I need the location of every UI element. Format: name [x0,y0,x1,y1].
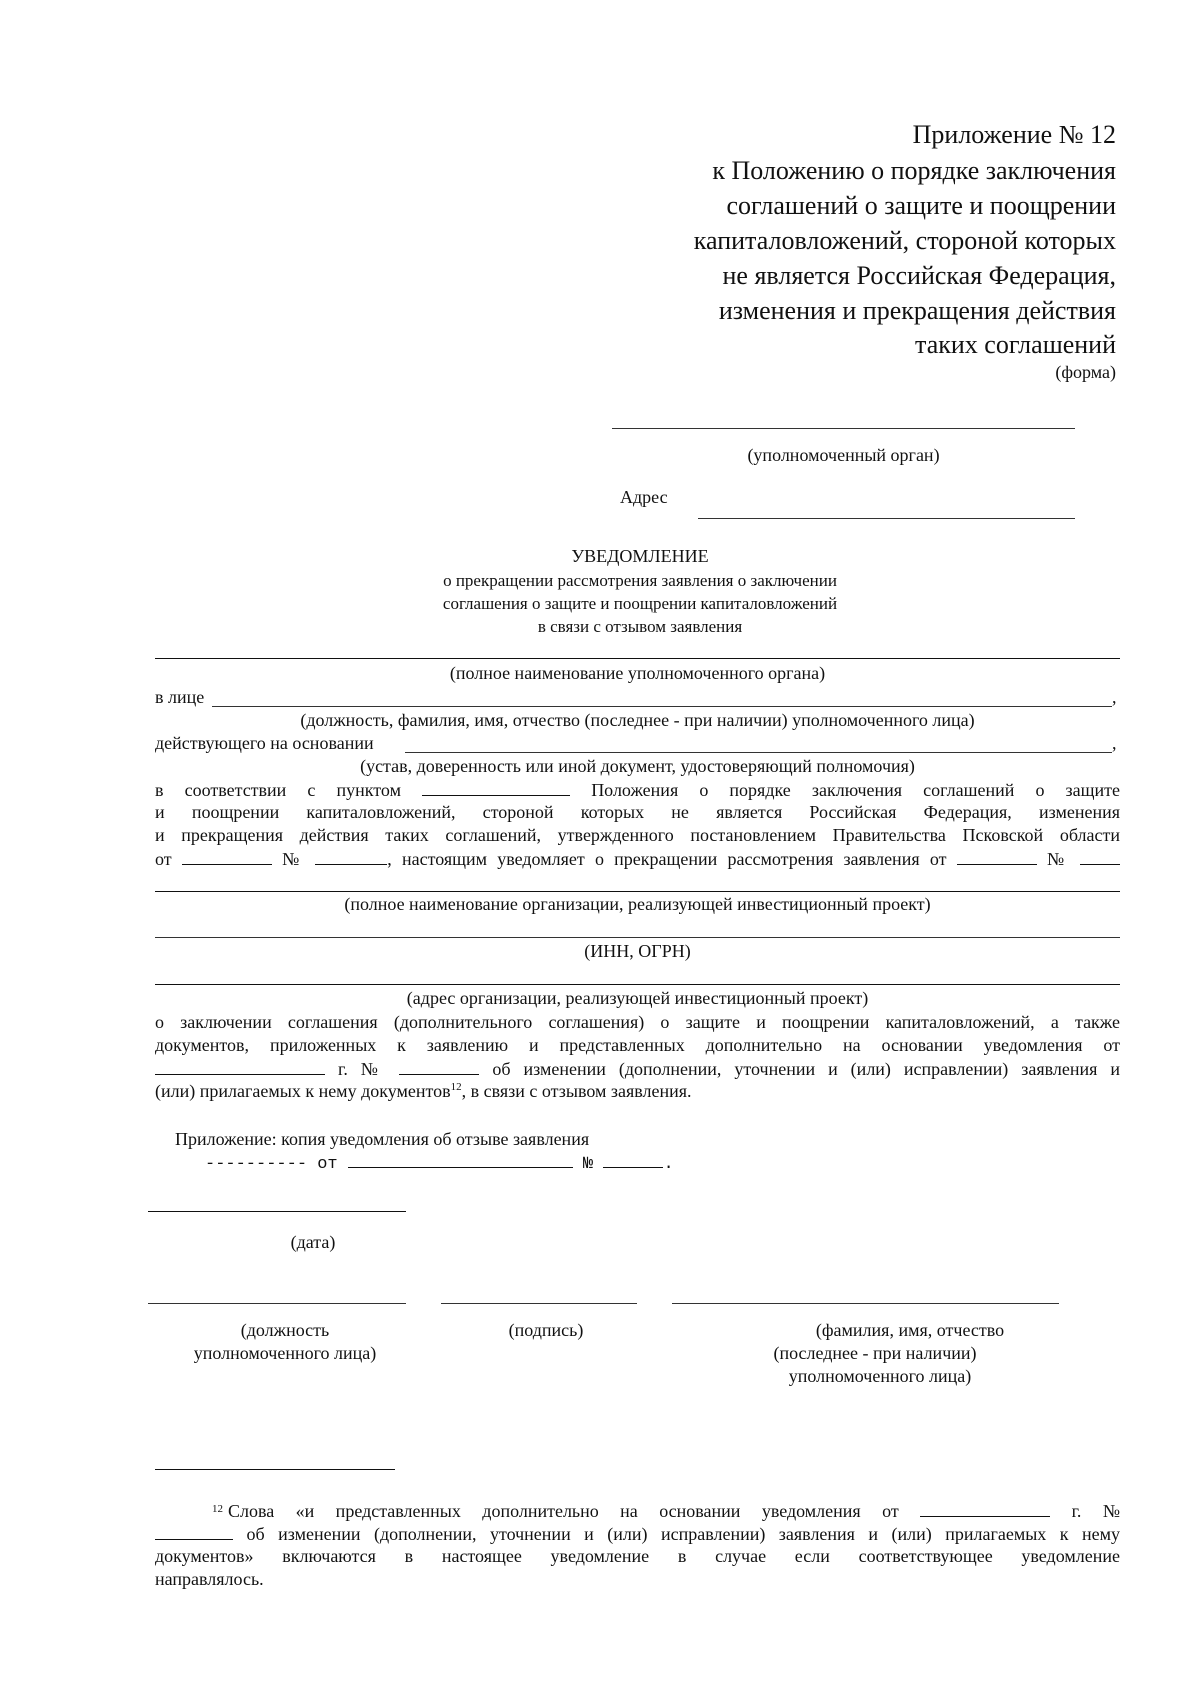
footnote-line-3: документов» включаются в настоящее уведомление в случае если соответствующее уведомление [155,1546,1120,1566]
form-label: (форма) [1055,362,1116,382]
address-org-caption: (адрес организации, реализующей инвестиционный проект) [406,988,869,1008]
acting-basis-label: действующего на основании [155,733,374,753]
annex-line-2: к Положению о порядке заключения [712,156,1116,185]
investor-caption: (полное наименование организации, реализующей инвестиционный проект) [344,894,931,914]
footnote-line-2: об изменении (дополнении, уточнении и (или) исправлении) заявления и (или) прилагаемых к нему [155,1522,1120,1546]
in-person-label: в лице [155,687,205,707]
comma: , [1112,687,1117,707]
name-caption-3: уполномоченного лица) [788,1366,972,1386]
annex-line-4: капиталовложений, стороной которых [693,226,1116,255]
basis-line [405,752,1112,753]
person-caption: (должность, фамилия, имя, отчество (последнее - при наличии) уполномоченного лица) [300,710,975,730]
annex-title: Приложение № 12 [912,120,1116,149]
paragraph-line-3: и прекращения действия таких соглашений, утвержденного постановлением Правительства Псковской области [155,825,1120,845]
notice-subtitle-1: о прекращении рассмотрения заявления о заключении [443,571,837,590]
paragraph-line-5: о заключении соглашения (дополнительного соглашения) о защите и поощрении капиталовложений, а также [155,1012,1120,1032]
attachment-ref-line: ---------- от № . [205,1150,674,1174]
authority-caption: (уполномоченный орган) [747,445,940,465]
paragraph-line-7: г. № об изменении (дополнении, уточнении и (или) исправлении) заявления и [155,1057,1120,1081]
footnote-line-1: 12 Слова «и представленных дополнительно на основании уведомления от г. № [212,1501,1120,1521]
comma: , [1112,733,1117,753]
name-caption-2: (последнее - при наличии) [773,1343,977,1363]
name-line [672,1303,1059,1304]
name-caption-1: (фамилия, имя, отчество [815,1320,1005,1340]
signature-caption: (подпись) [508,1320,584,1340]
authority-line [612,428,1075,429]
org-full-line [155,658,1120,659]
person-line [212,706,1112,707]
paragraph-line-4: от № , настоящим уведомляет о прекращении рассмотрения заявления от № [155,847,1120,871]
address-label: Адрес [620,487,668,507]
inn-line [155,937,1120,938]
paragraph-line-8: (или) прилагаемых к нему документов$^{12}$, в связи с отзывом заявления. [155,1081,692,1101]
annex-line-7: таких соглашений [915,330,1116,359]
notice-subtitle-2: соглашения о защите и поощрении капиталовложений [442,594,838,613]
footnote-separator [155,1469,395,1470]
basis-caption: (устав, доверенность или иной документ, удостоверяющий полномочия) [360,756,915,776]
annex-line-5: не является Российская Федерация, [722,261,1116,290]
attachment-label: Приложение: копия уведомления об отзыве заявления [175,1129,590,1149]
position-caption-2: уполномоченного лица) [193,1343,377,1363]
date-caption: (дата) [290,1232,336,1252]
org-full-caption: (полное наименование уполномоченного органа) [449,663,826,683]
investor-line [155,891,1120,892]
paragraph-line-6: документов, приложенных к заявлению и представленных дополнительно на основании уведомления от [155,1035,1120,1055]
inn-caption: (ИНН, ОГРН) [584,941,691,961]
notice-subtitle-3: в связи с отзывом заявления [537,617,743,636]
paragraph-line-2: и поощрении капиталовложений, стороной которых не является Российская Федерация, изменения [155,802,1120,822]
footnote-line-4: направлялось. [155,1569,264,1589]
position-line [148,1303,406,1304]
address-org-line [155,984,1120,985]
notice-title: УВЕДОМЛЕНИЕ [571,546,709,566]
signature-line [441,1303,637,1304]
paragraph-line-1: в соответствии с пунктом Положения о порядке заключения соглашений о защите [155,780,1121,800]
address-line [698,518,1075,519]
annex-line-6: изменения и прекращения действия [718,296,1116,325]
footnote-ref: 12 [450,1081,462,1093]
annex-line-3: соглашений о защите и поощрении [726,191,1116,220]
date-line [148,1211,406,1212]
position-caption-1: (должность [240,1320,330,1340]
